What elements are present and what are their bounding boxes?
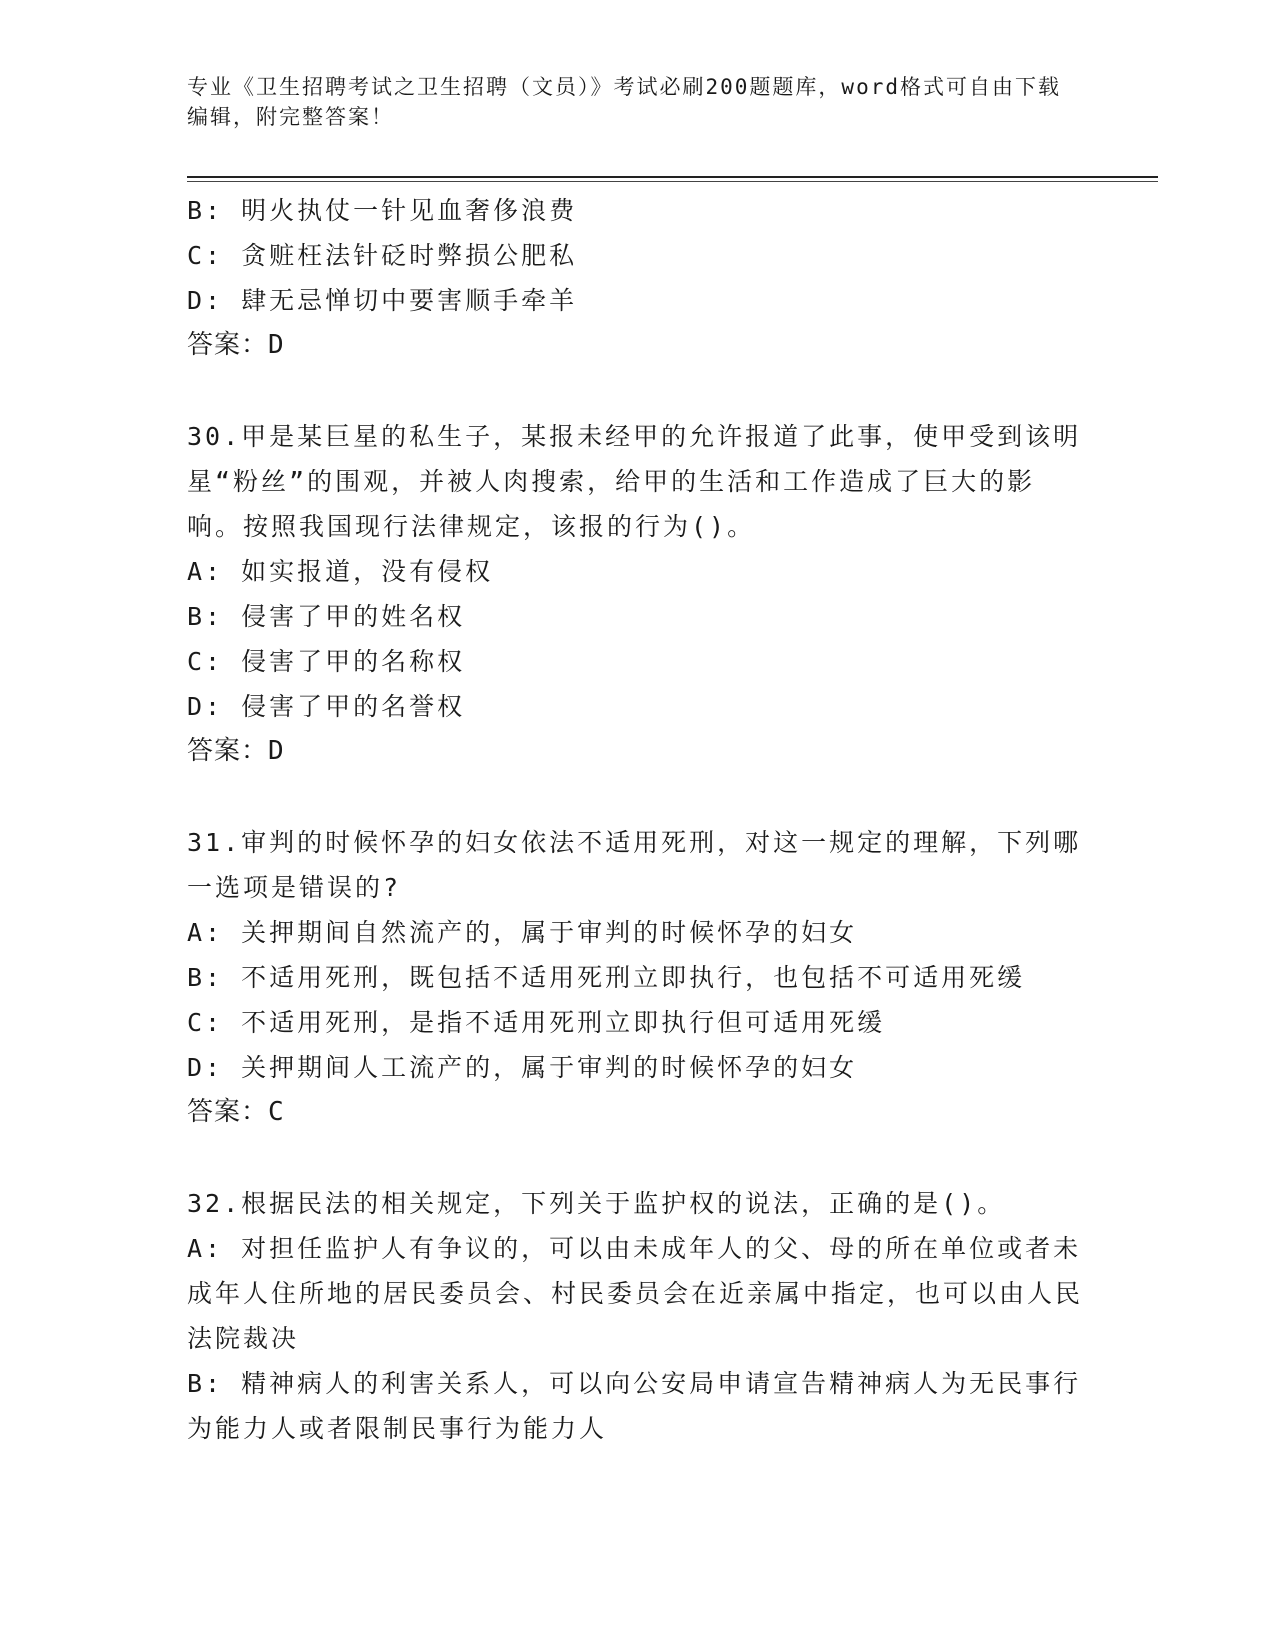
- question-text: 31.审判的时候怀孕的妇女依法不适用死刑，对这一规定的理解，下列哪一选项是错误的?: [187, 828, 1082, 902]
- header-divider-thin: [187, 181, 1158, 182]
- option-c: C: 不适用死刑，是指不适用死刑立即执行但可适用死缓: [187, 1008, 886, 1037]
- answer-value: D: [268, 330, 285, 360]
- option-d: D: 侵害了甲的名誉权: [187, 692, 466, 721]
- option-b: B: 不适用死刑，既包括不适用死刑立即执行，也包括不可适用死缓: [187, 963, 1026, 992]
- answer-line: [187, 729, 1087, 774]
- answer-value: C: [268, 1097, 285, 1127]
- question-32: [187, 1181, 1087, 1451]
- option-b: B: 明火执仗一针见血奢侈浪费: [187, 196, 578, 225]
- option-a: A: 对担任监护人有争议的，可以由未成年人的父、母的所在单位或者未成年人住所地的居民委员会、村民委员会在近亲属中指定，也可以由人民法院裁决: [187, 1234, 1084, 1353]
- option-b: B: 精神病人的利害关系人，可以向公安局申请宣告精神病人为无民事行为能力人或者限制民事行为能力人: [187, 1369, 1082, 1443]
- spacer: [187, 1135, 1087, 1181]
- spacer: [187, 774, 1087, 820]
- option-a: A: 关押期间自然流产的，属于审判的时候怀孕的妇女: [187, 918, 858, 947]
- question-content: [187, 188, 1087, 1451]
- option-b: B: 侵害了甲的姓名权: [187, 602, 466, 631]
- option-c: C: 侵害了甲的名称权: [187, 647, 466, 676]
- option-d: D: 关押期间人工流产的，属于审判的时候怀孕的妇女: [187, 1053, 858, 1082]
- document-header: 专业《卫生招聘考试之卫生招聘（文员）》考试必刷200题题库，word格式可自由下载编辑，附完整答案！: [187, 75, 1061, 129]
- question-31: [187, 820, 1087, 1135]
- answer-value: D: [268, 736, 285, 766]
- prev-question-block: [187, 188, 1087, 368]
- answer-label: 答案：: [187, 1097, 269, 1127]
- question-30: [187, 414, 1087, 774]
- answer-label: 答案：: [187, 736, 269, 766]
- question-text: 30.甲是某巨星的私生子，某报未经甲的允许报道了此事，使甲受到该明星“粉丝”的围观，并被人肉搜索，给甲的生活和工作造成了巨大的影响。按照我国现行法律规定，该报的行为()。: [187, 422, 1082, 541]
- answer-label: 答案：: [187, 330, 269, 360]
- option-d: D: 肆无忌惮切中要害顺手牵羊: [187, 286, 578, 315]
- option-c: C: 贪赃枉法针砭时弊损公肥私: [187, 241, 578, 270]
- header-divider-thick: [187, 176, 1158, 178]
- answer-line: [187, 323, 1087, 368]
- question-text: 32.根据民法的相关规定，下列关于监护权的说法，正确的是()。: [187, 1189, 1006, 1218]
- answer-line: [187, 1090, 1087, 1135]
- option-a: A: 如实报道，没有侵权: [187, 557, 494, 586]
- spacer: [187, 368, 1087, 414]
